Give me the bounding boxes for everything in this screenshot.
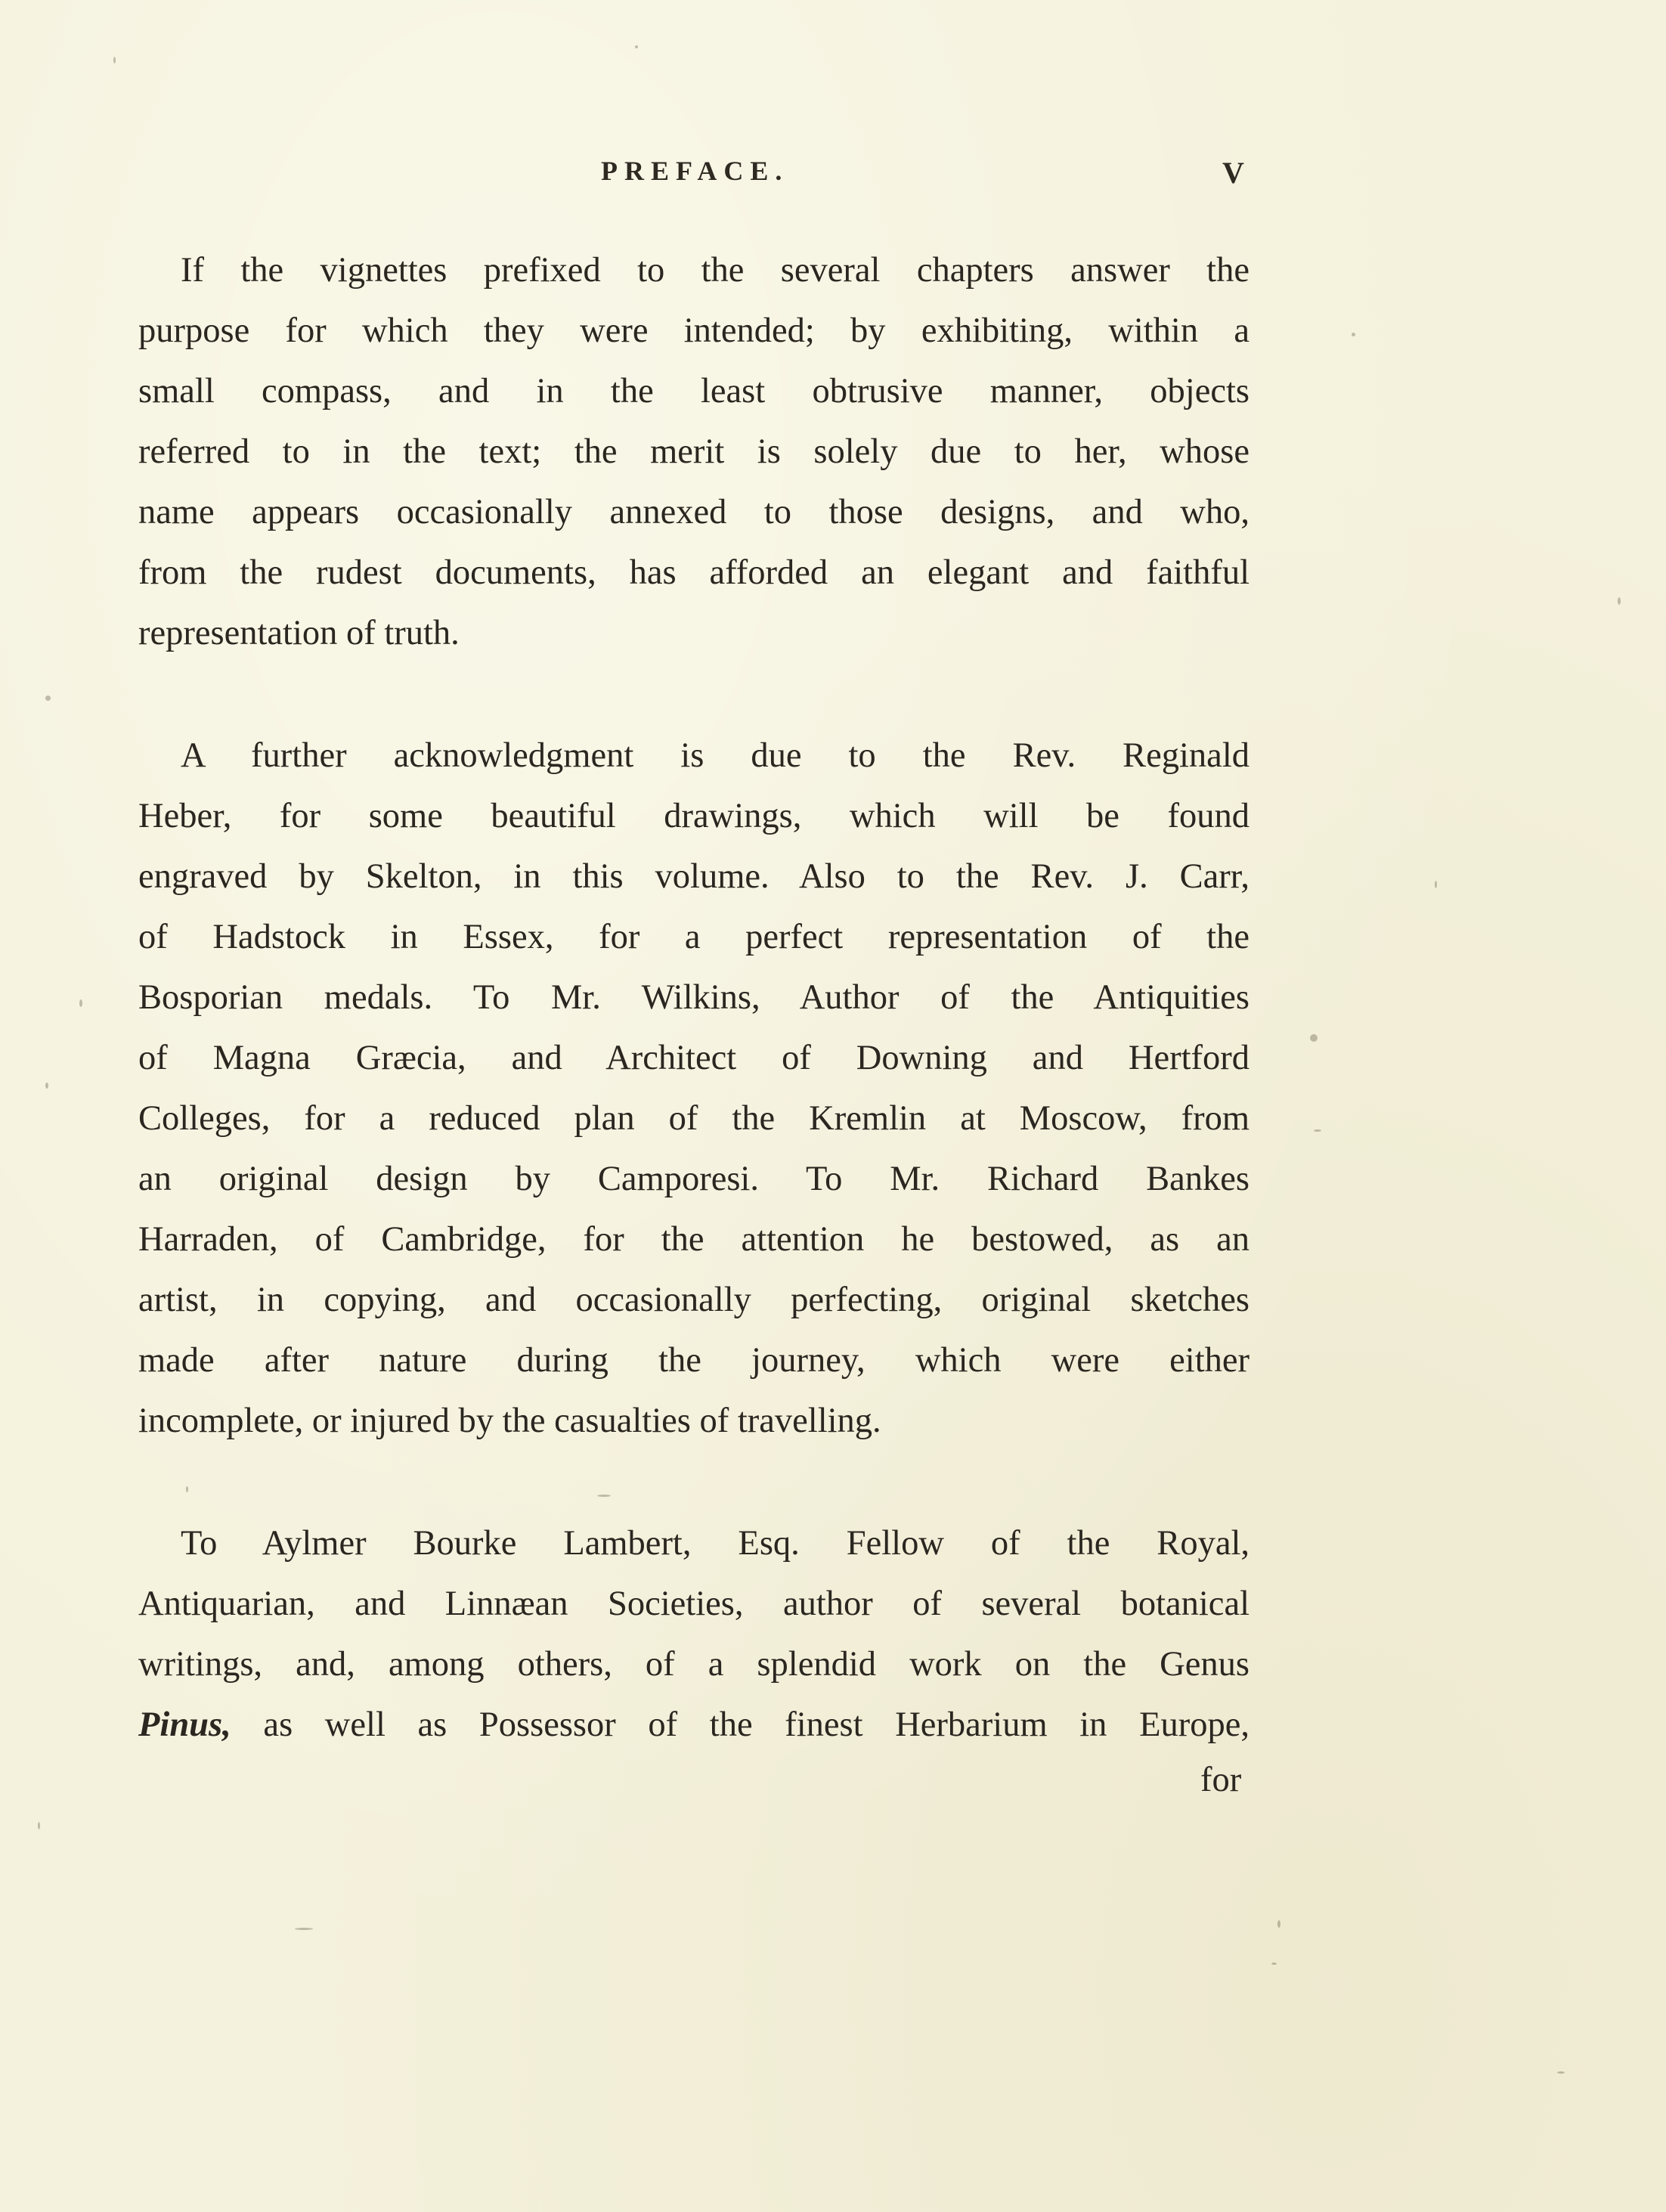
text-line: Harraden, of Cambridge, for the attention he bestowed, as an [138,1220,1250,1259]
paper-speck [295,1928,313,1930]
text-line: referred to in the text; the merit is solely due to her, whose [138,432,1250,471]
paragraph-acknowledgment [138,726,1250,1451]
text-line: writings, and, among others, of a splendid work on the Genus [138,1645,1250,1684]
running-head [0,155,1666,200]
paper-speck [1271,1963,1277,1965]
italic-word: Pinus, [138,1705,231,1744]
text-line: from the rudest documents, has afforded an elegant and faithful [138,553,1250,592]
text-line: purpose for which they were intended; by exhibiting, within a [138,311,1250,350]
paragraph-lambert [138,1513,1250,1755]
paper-speck [1310,1034,1318,1042]
text-line: Colleges, for a reduced plan of the Kremlin at Moscow, from [138,1099,1250,1138]
text-line: small compass, and in the least obtrusive manner, objects [138,372,1250,410]
paper-speck [113,57,116,64]
text-line: A further acknowledgment is due to the Rev. Reginald [181,736,1250,775]
line-remainder: as well as Possessor of the finest Herbarium in Europe, [231,1705,1250,1744]
text-line: Bosporian medals. To Mr. Wilkins, Author of the Antiquities [138,978,1250,1017]
text-line: Heber, for some beautiful drawings, which will be found [138,797,1250,835]
text-line: an original design by Camporesi. To Mr. Richard Bankes [138,1160,1250,1198]
paper-speck [635,45,638,48]
paper-speck [79,999,82,1007]
text-line: made after nature during the journey, which were either [138,1341,1250,1380]
body-text [138,240,1250,1817]
running-title: PREFACE. [601,156,789,186]
text-line: of Hadstock in Essex, for a perfect representation of the [138,918,1250,956]
text-line: name appears occasionally annexed to those designs, and who, [138,493,1250,531]
paper-speck [1557,2071,1565,2074]
paragraph-vignettes [138,240,1250,664]
text-line: To Aylmer Bourke Lambert, Esq. Fellow of the Royal, [181,1524,1250,1563]
text-line: engraved by Skelton, in this volume. Also to the Rev. J. Carr, [138,857,1250,896]
paper-speck [38,1822,40,1829]
paper-speck [597,1495,611,1497]
text-line: of Magna Græcia, and Architect of Downing and Hertford [138,1039,1250,1077]
text-line: incomplete, or injured by the casualties of travelling. [138,1402,881,1440]
paper-speck [45,696,51,701]
text-line: artist, in copying, and occasionally perfecting, original sketches [138,1281,1250,1319]
page-number: V [1222,156,1244,190]
text-line: Antiquarian, and Linnæan Societies, author of several botanical [138,1585,1250,1623]
text-line: representation of truth. [138,614,460,652]
catchword: for [1200,1761,1242,1799]
paper-speck [45,1083,48,1089]
paper-speck [1618,597,1621,605]
paper-speck [1435,881,1437,888]
paper-speck [1277,1920,1280,1928]
text-line: If the vignettes prefixed to the several chapters answer the [181,251,1250,290]
paper-speck [186,1486,188,1492]
paper-speck [1352,333,1355,336]
text-line [138,1695,1250,1755]
paper-speck [1314,1129,1321,1132]
